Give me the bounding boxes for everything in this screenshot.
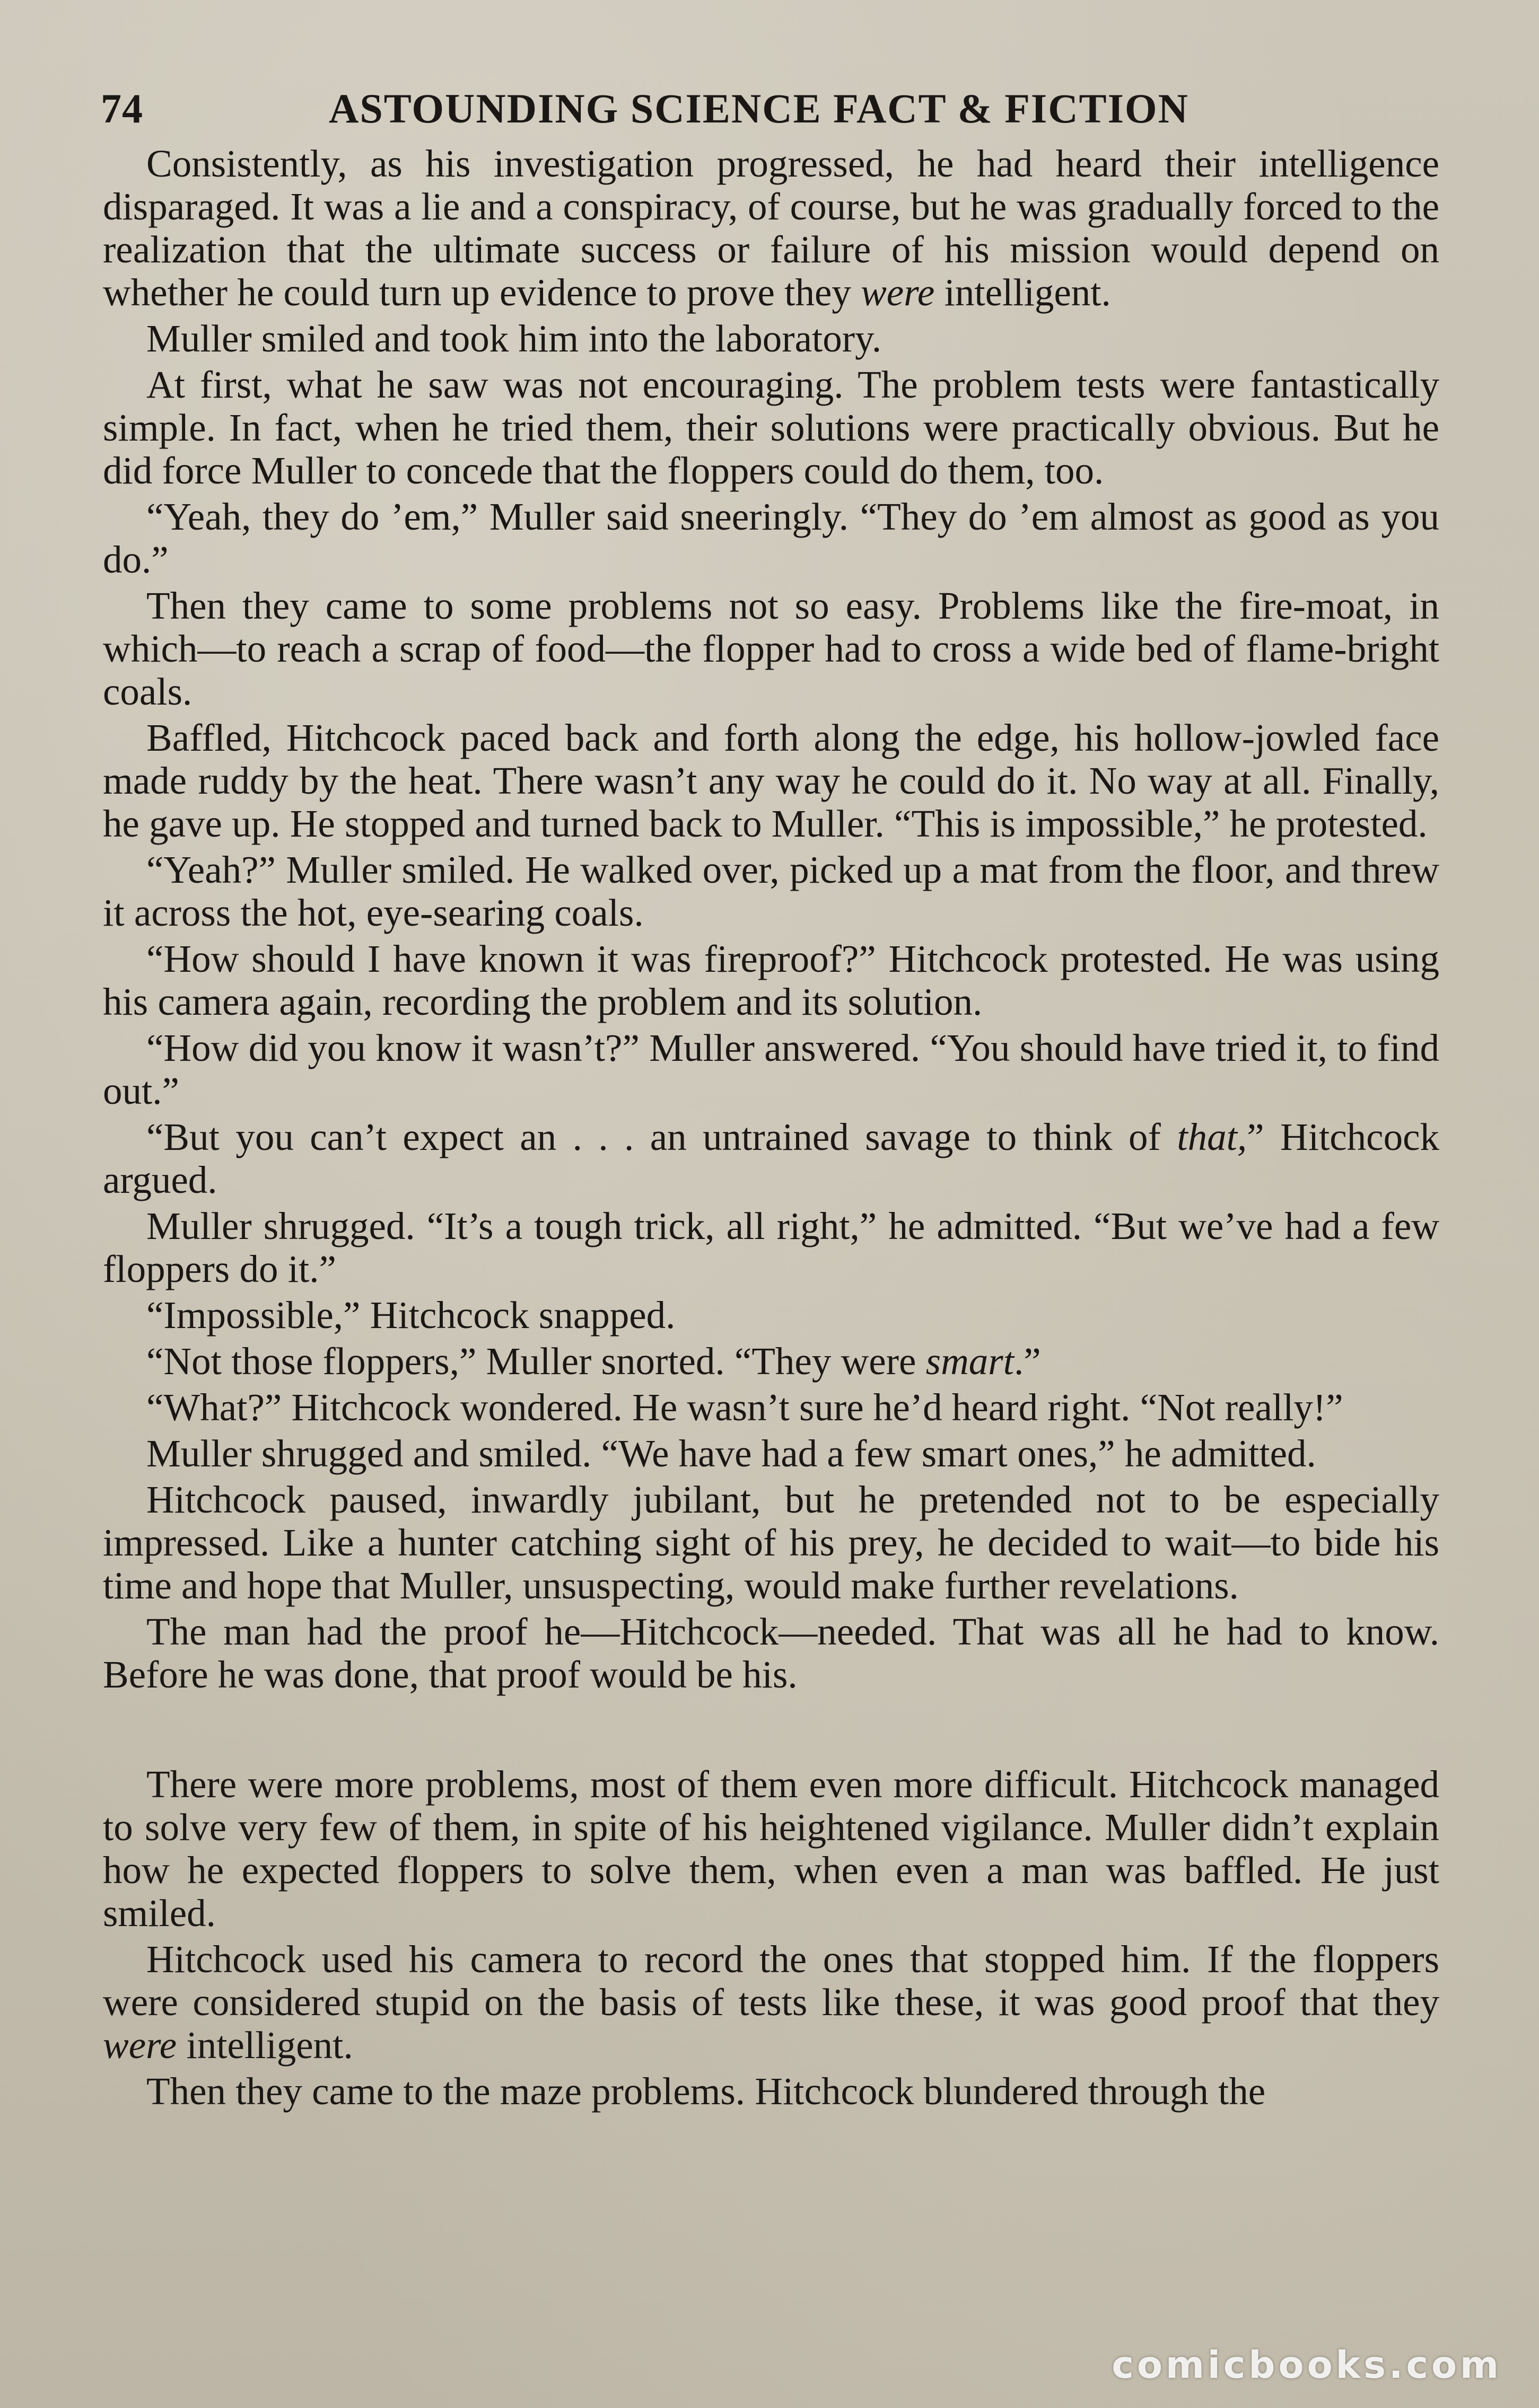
page-number: 74 [101,85,143,131]
paragraph: Hitchcock used his camera to record the ones that stopped him. If the floppers were considered stupid on the basis of tests like these, it was good proof that they were intelligent. [103,1938,1439,2067]
paragraph: “How should I have known it was fireproof?” Hitchcock protested. He was using his camera again, recording the problem and its solution. [103,937,1439,1023]
paragraph: The man had the proof he—Hitchcock—needed. That was all he had to know. Before he was done, that proof would be his. [103,1610,1439,1696]
paragraph: There were more problems, most of them even more difficult. Hitchcock managed to solve very few of them, in spite of his heightened vigilance. Muller didn’t explain how he expected floppers to solve them, when even a man was baffled. He just smiled. [103,1763,1439,1935]
watermark-logo: comicbooks.com [1112,2343,1502,2387]
paragraph: “What?” Hitchcock wondered. He wasn’t sure he’d heard right. “Not really!” [146,1386,1343,1429]
paragraph: “Yeah?” Muller smiled. He walked over, picked up a mat from the floor, and threw it across the hot, eye-searing coals. [103,848,1439,934]
paragraph: Consistently, as his investigation progressed, he had heard their intelligence disparaged. It was a lie and a conspiracy, of course, but he was gradually forced to the realization that the ultimate success or failure of his mission would depend on whether he could turn up evidence to prove they were intelligent. [103,142,1439,314]
paragraph: Hitchcock paused, inwardly jubilant, but he pretended not to be especially impressed. Like a hunter catching sight of his prey, he decided to wait—to bide his time and hope that Muller, unsuspecting, would make further revelations. [103,1478,1439,1607]
paragraph: Then they came to some problems not so easy. Problems like the fire-moat, in which—to reach a scrap of food—the flopper had to cross a wide bed of flame-bright coals. [103,584,1439,713]
paragraph: “But you can’t expect an . . . an untrained savage to think of that,” Hitchcock argued. [103,1115,1439,1201]
paragraph: “Impossible,” Hitchcock snapped. [146,1294,676,1337]
paragraph: Baffled, Hitchcock paced back and forth along the edge, his hollow-jowled face made ruddy by the heat. There wasn’t any way he could do it. No way at all. Finally, he gave up. He stopped and turned back to Muller. “This is impossible,” he protested. [103,716,1439,845]
paragraph: Then they came to the maze problems. Hitchcock blundered through the [146,2070,1266,2113]
paragraph: Muller smiled and took him into the laboratory. [146,317,882,360]
paragraph: At first, what he saw was not encouraging. The problem tests were fantastically simple. In fact, when he tried them, their solutions were practically obvious. But he did force Muller to concede that the floppers could do them, too. [103,363,1439,492]
body-text [103,142,1439,2116]
paragraph: Muller shrugged. “It’s a tough trick, all right,” he admitted. “But we’ve had a few floppers do it.” [103,1205,1439,1290]
running-head: ASTOUNDING SCIENCE FACT & FICTION [329,85,1189,131]
section-break [103,1699,1439,1763]
paragraph: “Yeah, they do ’em,” Muller said sneeringly. “They do ’em almost as good as you do.” [103,495,1439,581]
paragraph: Muller shrugged and smiled. “We have had a few smart ones,” he admitted. [146,1432,1316,1475]
paragraph: “Not those floppers,” Muller snorted. “They were smart.” [146,1340,1041,1383]
paragraph: “How did you know it wasn’t?” Muller answered. “You should have tried it, to find out.” [103,1026,1439,1112]
page-header [101,80,1448,138]
